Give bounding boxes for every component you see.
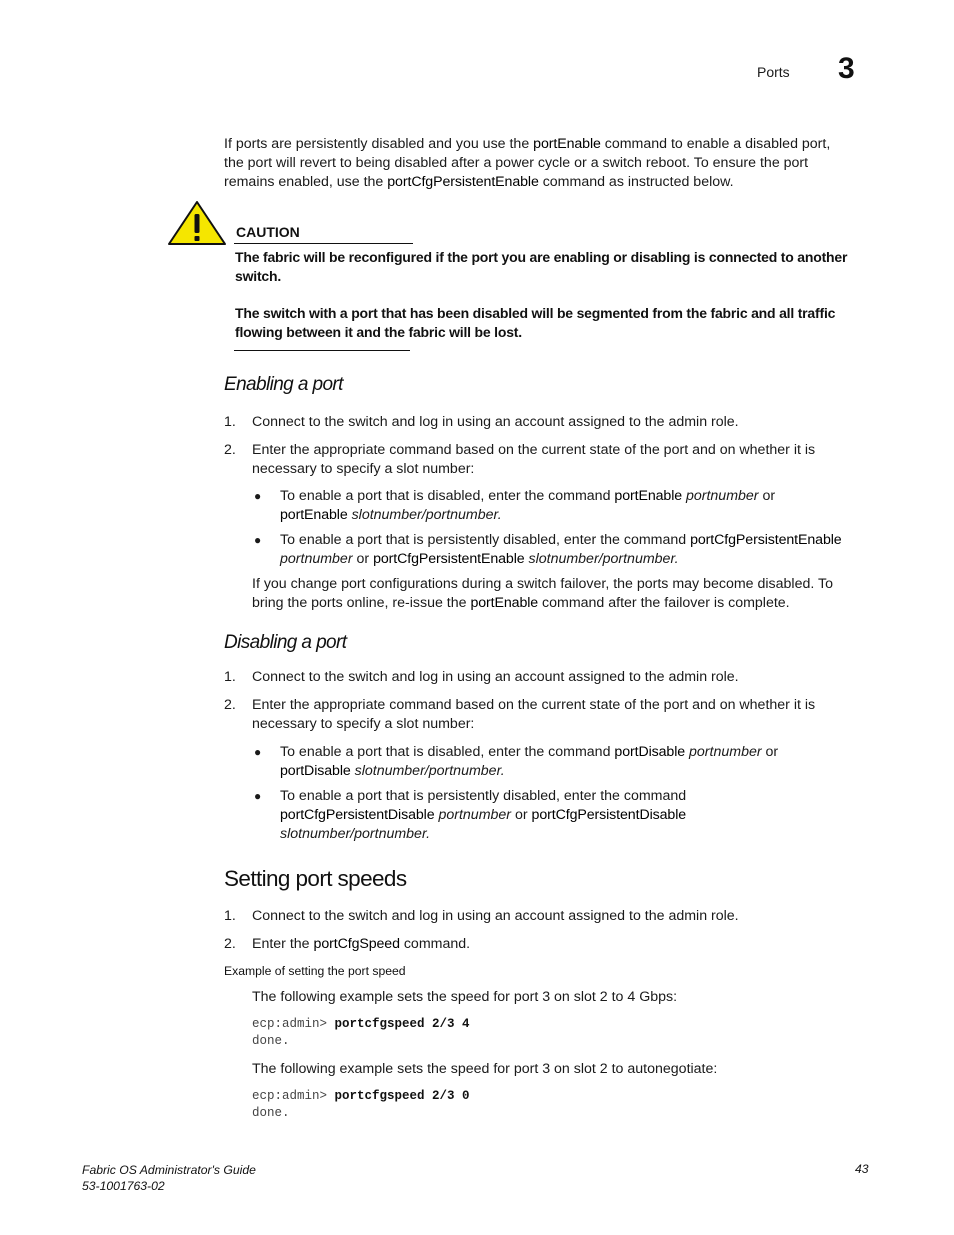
guide-title: Fabric OS Administrator's Guide (82, 1163, 256, 1177)
enabling-step-1: 1. Connect to the switch and log in using an account assigned to the admin role. (224, 414, 739, 430)
example-1-description: The following example sets the speed for port 3 on slot 2 to 4 Gbps: (252, 989, 678, 1005)
heading-setting-port-speeds: Setting port speeds (224, 866, 407, 891)
command-portcfgspeed: portCfgSpeed (313, 936, 400, 952)
disabling-bullet-1: ● To enable a port that is disabled, enter the command portDisable portnumber or portDisable slotnumber/portnumber. (254, 744, 779, 779)
enabling-step-2: 2. Enter the appropriate command based on the current state of the port and on whether it is necessary to specify a slot number: (224, 442, 816, 477)
chapter-number: 3 (838, 52, 855, 85)
section-label: Ports (757, 64, 790, 80)
speeds-step-1: 1. Connect to the switch and log in using an account assigned to the admin role. (224, 908, 739, 924)
heading-enabling-a-port: Enabling a port (224, 374, 343, 395)
command-portenable: portEnable (533, 136, 601, 152)
example-1-code: ecp:admin> portcfgspeed 2/3 4 done. (252, 1017, 470, 1048)
doc-number: 53-1001763-02 (82, 1179, 165, 1193)
speeds-step-2: 2. Enter the portCfgSpeed command. (224, 936, 471, 952)
page-number: 43 (855, 1162, 869, 1176)
enabling-bullet-1: ● To enable a port that is disabled, enter the command portEnable portnumber or portEnable slotnumber/portnumber. (254, 488, 776, 523)
warning-triangle-icon (166, 199, 228, 247)
enabling-bullet-2: ● To enable a port that is persistently disabled, enter the command portCfgPersistentEnable portnumber or portCfgPersistentEnable slotnumber/portnumber. (254, 532, 842, 567)
caution-paragraph-2: The switch with a port that has been disabled will be segmented from the fabric and all traffic flowing between it and the fabric will be lost. (235, 305, 836, 340)
caution-top-rule (234, 243, 413, 244)
caution-bottom-rule (234, 350, 410, 351)
disabling-bullet-2: ● To enable a port that is persistently disabled, enter the command portCfgPersistentDisable portnumber or portCfgPersistentDisable slotnumber/portnumber. (254, 788, 687, 842)
caution-paragraph-1: The fabric will be reconfigured if the port you are enabling or disabling is connected to another switch. (235, 249, 848, 284)
intro-paragraph: If ports are persistently disabled and you use the portEnable command to enable a disabled port, the port will revert to being disabled after a power cycle or a switch reboot. To ensure the port remains enabled, use the portCfgPersistentEnable command as instructed below. (224, 136, 831, 190)
running-header (757, 64, 790, 80)
command-portcfgpersistentenable: portCfgPersistentEnable (387, 174, 539, 190)
bullet-icon: ● (254, 789, 262, 803)
caution-body (235, 248, 875, 342)
example-label: Example of setting the port speed (224, 964, 406, 978)
bullet-icon: ● (254, 489, 262, 503)
example-2-description: The following example sets the speed for port 3 on slot 2 to autonegotiate: (252, 1061, 718, 1077)
footer-left (82, 1162, 256, 1194)
bullet-icon: ● (254, 745, 262, 759)
enabling-note: If you change port configurations during a switch failover, the ports may become disabled. To bring the ports online, re-issue the portEnable command after the failover is complete. (252, 576, 833, 611)
disabling-step-1: 1. Connect to the switch and log in using an account assigned to the admin role. (224, 669, 739, 685)
heading-disabling-a-port: Disabling a port (224, 632, 347, 653)
caution-title: CAUTION (236, 224, 300, 240)
example-2-code: ecp:admin> portcfgspeed 2/3 0 done. (252, 1089, 470, 1120)
disabling-step-2: 2. Enter the appropriate command based on the current state of the port and on whether it is necessary to specify a slot number: (224, 697, 816, 732)
bullet-icon: ● (254, 533, 262, 547)
